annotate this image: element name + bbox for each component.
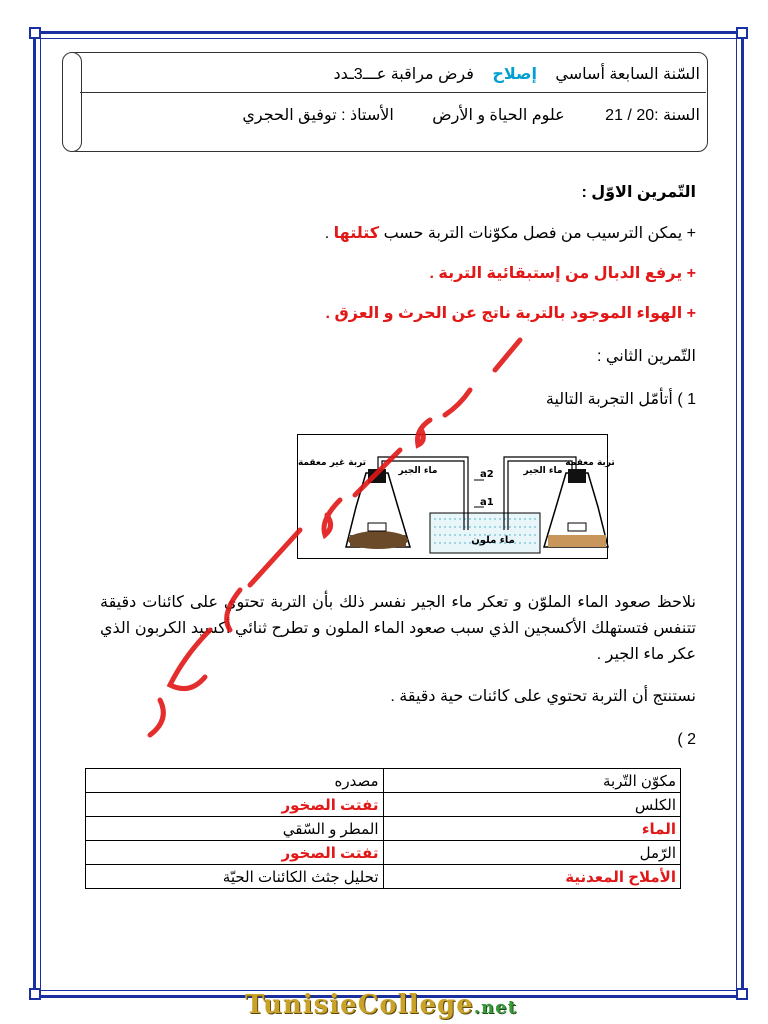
table-header-component: مكوّن التّربة bbox=[383, 769, 681, 793]
soil-components-table bbox=[85, 768, 681, 889]
exercise1-item-1-answer: كتلتها bbox=[333, 225, 380, 242]
label-a2: a2 bbox=[480, 469, 494, 480]
header-divider bbox=[80, 92, 706, 93]
header-school-year: السنة :20 / 21 bbox=[605, 107, 700, 124]
table-row bbox=[86, 865, 681, 889]
header-line-1 bbox=[334, 64, 700, 84]
table-cell-source: المطر و السّقي bbox=[86, 817, 384, 841]
header-teacher: الأستاذ : توفيق الحجري bbox=[242, 107, 394, 124]
exercise1-item-1-end: . bbox=[324, 225, 334, 242]
exercise1-item-2: + يرفع الدبال من إستبقائية التربة . bbox=[429, 265, 696, 282]
header-test-title: فرض مراقبة عـــ3ـدد bbox=[333, 66, 474, 83]
label-left-lime: ماء الجير bbox=[398, 466, 438, 476]
exercise1-item-3: + الهواء الموجود بالتربة ناتج عن الحرث و العزق . bbox=[325, 305, 696, 322]
table-cell-source: تفتت الصخور bbox=[86, 793, 384, 817]
label-colored-water: ماء ملون bbox=[471, 535, 515, 546]
left-flask bbox=[346, 469, 410, 549]
experiment-figure bbox=[297, 434, 615, 559]
table-header-source: مصدره bbox=[86, 769, 384, 793]
table-row bbox=[86, 841, 681, 865]
table-row bbox=[86, 793, 681, 817]
watermark-part-2: College bbox=[357, 990, 474, 1020]
label-a1: a1 bbox=[480, 497, 494, 508]
table-cell-component: الأملاح المعدنية bbox=[383, 865, 681, 889]
border-corner-top-right bbox=[736, 27, 748, 39]
label-left-soil: تربة غير معقمة bbox=[297, 458, 367, 468]
table-row bbox=[86, 817, 681, 841]
colored-water-trough bbox=[430, 513, 540, 553]
right-flask bbox=[544, 469, 608, 547]
exercise1-item-1-text: + يمكن الترسيب من فصل مكوّنات التربة حسب bbox=[383, 225, 696, 242]
exercise1-item-1 bbox=[325, 223, 696, 243]
table-cell-source: تحليل جثث الكائنات الحيّة bbox=[86, 865, 384, 889]
label-right-soil: تربة معقمة bbox=[565, 458, 615, 468]
table-header-row bbox=[86, 769, 681, 793]
exercise2-question-1: 1 ) أتأمّل التجربة التالية bbox=[545, 391, 696, 408]
header-line-2 bbox=[242, 105, 700, 125]
table-cell-component: الرّمل bbox=[383, 841, 681, 865]
border-corner-top-left bbox=[29, 27, 41, 39]
table-cell-component: الكلس bbox=[383, 793, 681, 817]
conclusion-paragraph: نستنتج أن التربة تحتوي على كائنات حية دقيقة . bbox=[390, 688, 696, 705]
exercise1-title: التّمرين الاوّل : bbox=[581, 184, 696, 201]
experiment-diagram bbox=[297, 435, 615, 558]
header-class: السّنة السابعة أساسي bbox=[555, 66, 700, 83]
header-correction-label: إصلاح bbox=[492, 66, 537, 83]
exercise2-question-2: 2 ) bbox=[677, 731, 696, 748]
border-corner-bottom-right bbox=[736, 988, 748, 1000]
label-right-lime: ماء الجير bbox=[523, 466, 563, 476]
footer-site-watermark bbox=[245, 990, 517, 1020]
observation-paragraph: نلاحظ صعود الماء الملوّن و تعكر ماء الجير نفسر ذلك بأن التربة تحتوي على كائنات دقيقة تتنفس فتستهلك الأكسجين الذي سبب صعود الماء الملون و تطرح ثنائي أكسيد الكربون الذي عكر ماء الجير . bbox=[100, 594, 696, 663]
exercise2-title: التّمرين الثاني : bbox=[596, 348, 696, 365]
scroll-curl-decoration bbox=[62, 52, 82, 152]
watermark-part-1: Tunisie bbox=[245, 990, 358, 1020]
table-cell-source: تفتت الصخور bbox=[86, 841, 384, 865]
watermark-part-3: .net bbox=[473, 997, 517, 1018]
header-subject: علوم الحياة و الأرض bbox=[432, 107, 565, 124]
table-cell-component: الماء bbox=[383, 817, 681, 841]
border-corner-bottom-left bbox=[29, 988, 41, 1000]
